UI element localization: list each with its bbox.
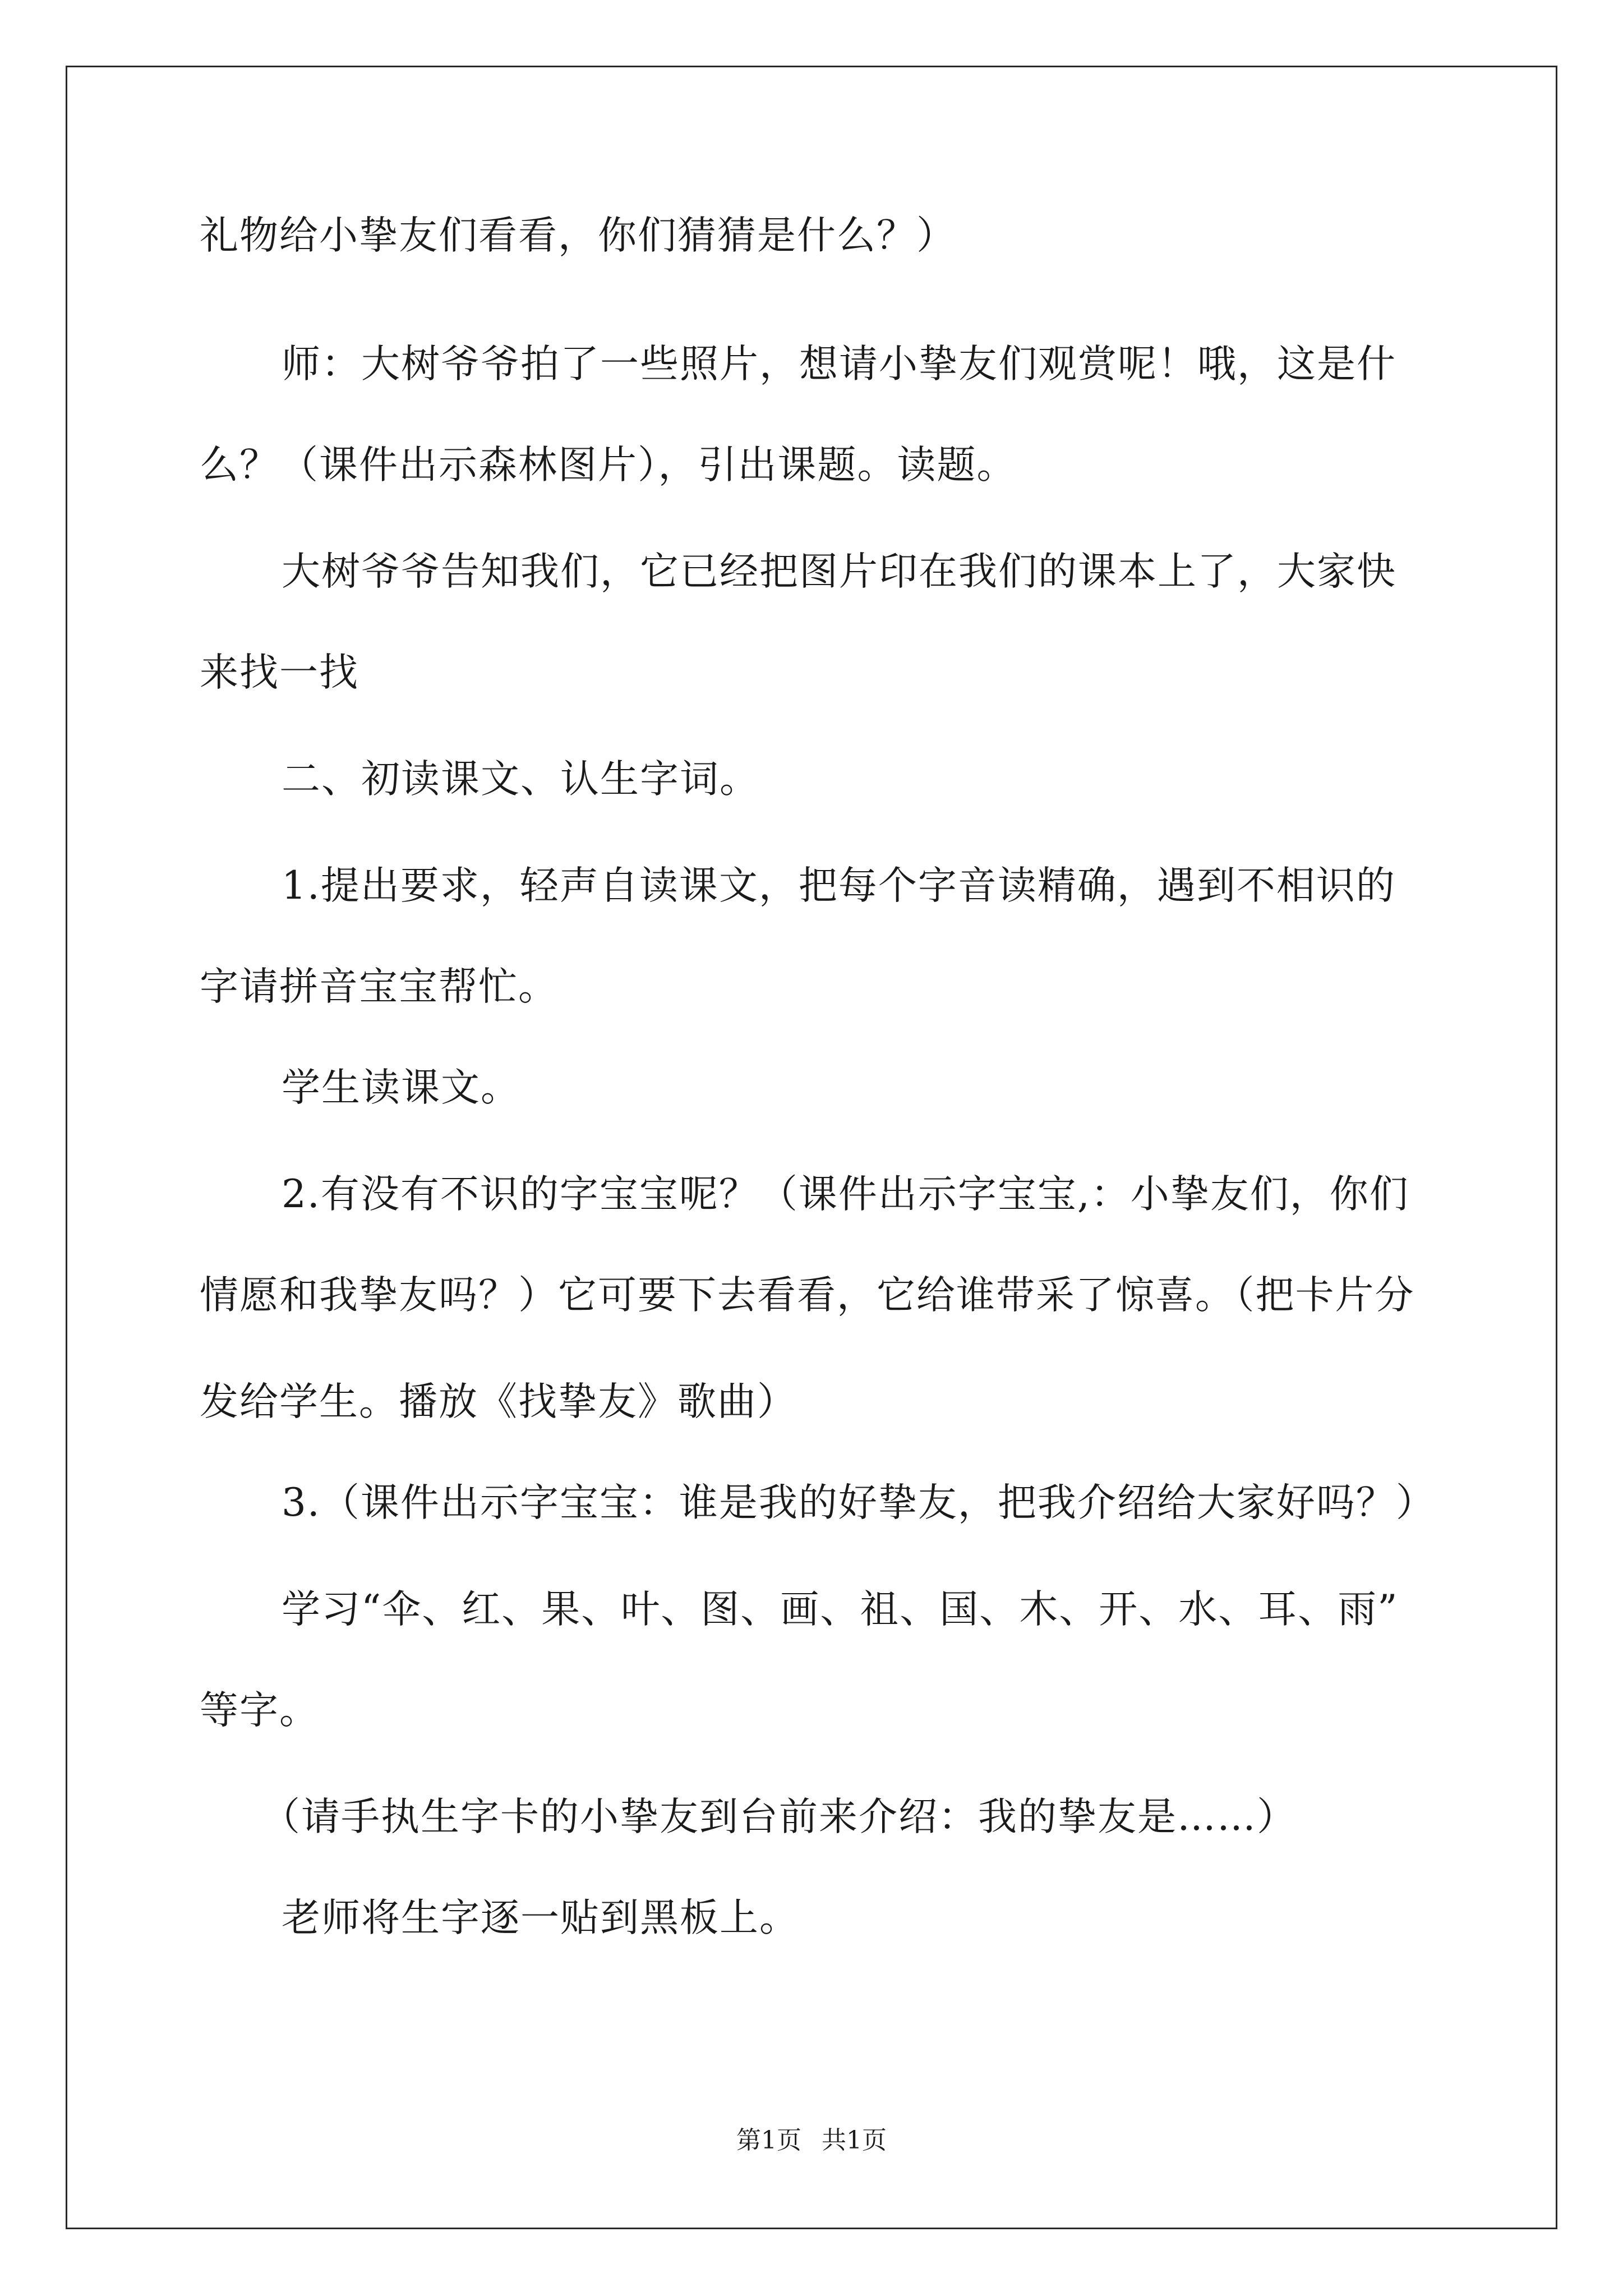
text-line: 学生读课文。 xyxy=(282,1065,520,1110)
page-total: 共1页 xyxy=(822,2126,887,2155)
text-line: 3.（课件出示字宝宝：谁是我的好挚友，把我介绍给大家好吗？） xyxy=(282,1480,1436,1525)
text-line: （请手执生字卡的小挚友到台前来介绍：我的挚友是……） xyxy=(261,1795,1297,1839)
page-footer xyxy=(0,2128,1623,2153)
text-line: 等字。 xyxy=(200,1688,319,1733)
text-line: 情愿和我挚友吗？）它可要下去看看，它给谁带采了惊喜。（把卡片分 xyxy=(200,1273,1415,1318)
text-line: 发给学生。播放《找挚友》歌曲） xyxy=(200,1379,797,1424)
text-line: 老师将生字逐一贴到黑板上。 xyxy=(282,1895,799,1940)
text-line: 字请拼音宝宝帮忙。 xyxy=(200,964,558,1009)
text-line: 学习“伞、红、果、叶、图、画、祖、国、木、开、水、耳、雨” xyxy=(282,1587,1399,1632)
text-line: 师：大树爷爷拍了一些照片，想请小挚友们观赏呢！哦，这是什 xyxy=(282,342,1396,386)
text-line: 么？（课件出示森林图片），引出课题。读题。 xyxy=(200,443,1017,487)
page-number: 第1页 xyxy=(736,2126,801,2155)
section-heading: 二、初读课文、认生字词。 xyxy=(282,757,759,802)
text-line: 1.提出要求，轻声自读课文，把每个字音读精确，遇到不相识的 xyxy=(282,863,1396,908)
text-line: 礼物给小挚友们看看，你们猜猜是什么？） xyxy=(200,213,956,258)
text-line: 来找一找 xyxy=(200,650,359,695)
text-line: 2.有没有不识的字宝宝呢？（课件出示字宝宝,：小挚友们，你们 xyxy=(282,1172,1409,1217)
text-line: 大树爷爷告知我们，它已经把图片印在我们的课本上了，大家快 xyxy=(282,549,1396,594)
